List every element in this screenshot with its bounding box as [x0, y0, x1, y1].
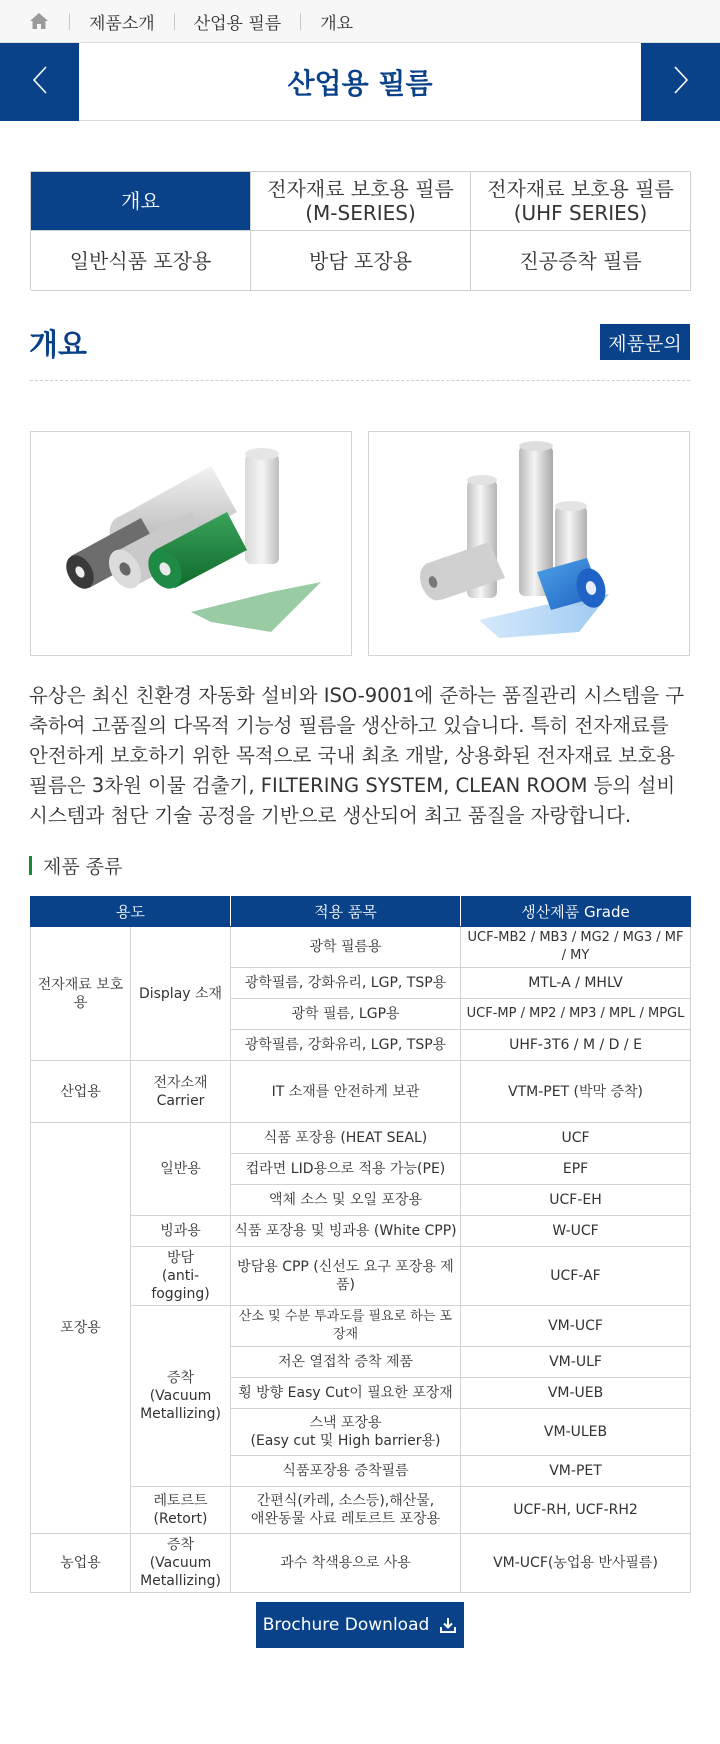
item-cell: 컵라면 LID용으로 적용 가능(PE): [231, 1154, 461, 1185]
grade-cell: VM-PET: [461, 1456, 691, 1487]
next-button[interactable]: [641, 43, 720, 121]
header-grade: 생산제품 Grade: [461, 897, 691, 927]
product-image-films: [368, 431, 690, 656]
item-cell: 액체 소스 및 오일 포장용: [231, 1185, 461, 1216]
usage-cell: 전자재료 보호용: [31, 927, 131, 1061]
sub-usage-cell: 일반용: [131, 1123, 231, 1216]
table-header-row: [31, 897, 691, 927]
chevron-right-icon: [673, 66, 689, 98]
usage-cell: 포장용: [31, 1123, 131, 1534]
breadcrumb-item-industrial-film[interactable]: 산업용 필름: [193, 13, 282, 34]
item-cell: 과수 착색용으로 사용: [231, 1534, 461, 1593]
heading-accent-bar: [29, 856, 32, 875]
table-row: [31, 1534, 691, 1593]
sub-usage-cell: 방담 (anti-fogging): [131, 1247, 231, 1306]
grade-cell: VTM-PET (박막 증착): [461, 1061, 691, 1123]
breadcrumb: [0, 0, 720, 43]
breadcrumb-separator: [174, 13, 175, 30]
title-bar: [0, 43, 720, 121]
inquiry-button[interactable]: 제품문의: [600, 324, 690, 360]
page-title: 산업용 필름: [287, 66, 433, 100]
grade-cell: UCF-MB2 / MB3 / MG2 / MG3 / MF / MY: [461, 927, 691, 968]
grade-cell: MTL-A / MHLV: [461, 968, 691, 999]
usage-cell: 산업용: [31, 1061, 131, 1123]
grade-cell: VM-ULEB: [461, 1409, 691, 1456]
grade-cell: UCF-MP / MP2 / MP3 / MPL / MPGL: [461, 999, 691, 1030]
item-cell: 광학필름, 강화유리, LGP, TSP용: [231, 1030, 461, 1061]
product-types-heading: [29, 852, 122, 879]
grade-cell: UCF: [461, 1123, 691, 1154]
table-row: [31, 1061, 691, 1123]
sub-usage-cell: 레토르트 (Retort): [131, 1487, 231, 1534]
product-tabs: [30, 171, 690, 290]
breadcrumb-item-overview[interactable]: 개요: [320, 13, 354, 34]
divider: [30, 380, 690, 381]
item-cell: 광학 필름, LGP용: [231, 999, 461, 1030]
breadcrumb-item-products[interactable]: 제품소개: [89, 13, 155, 34]
grade-cell: VM-UCF(농업용 반사필름): [461, 1534, 691, 1593]
tab-anti-fog-packaging[interactable]: 방담 포장용: [251, 231, 471, 291]
tab-m-series[interactable]: 전자재료 보호용 필름 (M-SERIES): [251, 172, 471, 231]
grade-cell: UHF-3T6 / M / D / E: [461, 1030, 691, 1061]
item-cell: 저온 열접착 증착 제품: [231, 1347, 461, 1378]
item-cell: 광학 필름용: [231, 927, 461, 968]
grade-cell: EPF: [461, 1154, 691, 1185]
grade-cell: UCF-AF: [461, 1247, 691, 1306]
prev-button[interactable]: [0, 43, 79, 121]
item-cell: 광학필름, 강화유리, LGP, TSP용: [231, 968, 461, 999]
sub-usage-cell: 증착 (Vacuum Metallizing): [131, 1534, 231, 1593]
item-cell: 간편식(카레, 소스등),해산물, 애완동물 사료 레토르트 포장용: [231, 1487, 461, 1534]
tab-food-packaging[interactable]: 일반식품 포장용: [31, 231, 251, 291]
header-applied-item: 적용 품목: [231, 897, 461, 927]
item-cell: 산소 및 수분 투과도를 필요로 하는 포장재: [231, 1306, 461, 1347]
product-types-title: 제품 종류: [43, 856, 123, 878]
download-icon: [439, 1616, 457, 1634]
sub-usage-cell: Display 소재: [131, 927, 231, 1061]
grade-cell: UCF-EH: [461, 1185, 691, 1216]
tab-vacuum-metallized[interactable]: 진공증착 필름: [471, 231, 691, 291]
brochure-download-button[interactable]: [256, 1602, 464, 1648]
section-title: 개요: [29, 328, 87, 363]
tab-overview[interactable]: 개요: [31, 172, 251, 231]
item-cell: 방담용 CPP (신선도 요구 포장용 제품): [231, 1247, 461, 1306]
item-cell: 횡 방향 Easy Cut이 필요한 포장재: [231, 1378, 461, 1409]
download-label: Brochure Download: [262, 1615, 430, 1635]
grade-cell: UCF-RH, UCF-RH2: [461, 1487, 691, 1534]
item-cell: 식품포장용 증착필름: [231, 1456, 461, 1487]
product-image-rolls: [30, 431, 352, 656]
header-usage: 용도: [31, 897, 231, 927]
breadcrumb-separator: [300, 13, 301, 30]
item-cell: 스낵 포장용 (Easy cut 및 High barrier용): [231, 1409, 461, 1456]
tab-uhf-series[interactable]: 전자재료 보호용 필름 (UHF SERIES): [471, 172, 691, 231]
breadcrumb-separator: [69, 13, 70, 30]
sub-usage-cell: 빙과용: [131, 1216, 231, 1247]
usage-cell: 농업용: [31, 1534, 131, 1593]
item-cell: 식품 포장용 (HEAT SEAL): [231, 1123, 461, 1154]
table-row: [31, 1123, 691, 1154]
overview-description: 유상은 최신 친환경 자동화 설비와 ISO-9001에 준하는 품질관리 시스템을 구축하여 고품질의 다목적 기능성 필름을 생산하고 있습니다. 특히 전자재료를 안전하게 보호하기 위한 목적으로 국내 최초 개발, 상용화된 전자재료 보호용 필름은 3차원 이물 검출기, FILTERING SYSTEM, CLEAN ROOM 등의 설비 시스템과 첨단 기술 공정을 기반으로 생산되어 최고 품질을 자랑합니다.: [29, 684, 685, 827]
grade-cell: VM-UEB: [461, 1378, 691, 1409]
sub-usage-cell: 전자소재 Carrier: [131, 1061, 231, 1123]
chevron-left-icon: [32, 66, 48, 98]
home-icon[interactable]: [28, 10, 50, 32]
grade-cell: W-UCF: [461, 1216, 691, 1247]
table-row: [31, 927, 691, 968]
sub-usage-cell: 증착 (Vacuum Metallizing): [131, 1306, 231, 1487]
item-cell: IT 소재를 안전하게 보관: [231, 1061, 461, 1123]
grade-cell: VM-ULF: [461, 1347, 691, 1378]
item-cell: 식품 포장용 및 빙과용 (White CPP): [231, 1216, 461, 1247]
grade-cell: VM-UCF: [461, 1306, 691, 1347]
product-types-table: [30, 896, 691, 1593]
